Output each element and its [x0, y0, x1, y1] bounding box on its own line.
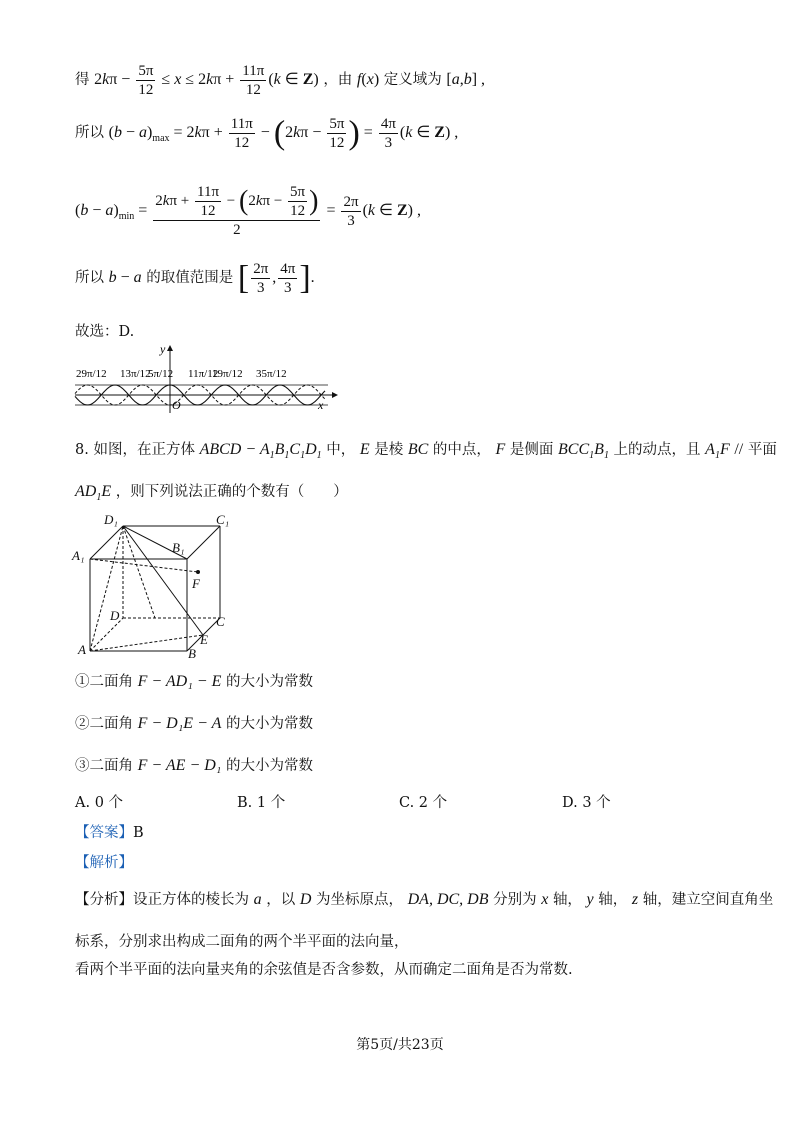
vertex-label: A [78, 642, 86, 657]
text: 如图，在正方体 [93, 442, 195, 458]
solution-line-3 [75, 183, 421, 239]
math-expression: $(b - a)_{max} = 2k\pi$ + $\frac{11\pi}{12}$ − (2kπ − $\frac{5\pi}{12}$ ) = $\frac{4\pi}{3}$ (k ∈ Z) , [108, 114, 459, 152]
text: 是侧面 [509, 442, 554, 458]
text: 所以 [75, 270, 104, 287]
y-axis-label: y [160, 343, 166, 356]
text: 的中点， [432, 442, 491, 458]
text: 上的动点，且 [613, 442, 701, 458]
math-face: $BCC_1B_1$ [558, 441, 609, 461]
option-c: C. 2 个 [399, 795, 448, 811]
option-b: B. 1 个 [237, 795, 286, 811]
math-plane: $AD_1E$ [75, 483, 112, 503]
x-axis-label: x [318, 398, 324, 412]
analysis-line-3: 看两个半平面的法向量夹角的余弦值是否含参数，从而确定二面角是否为常数. [75, 962, 573, 978]
text: ，由 [323, 72, 353, 89]
text: 所以 [75, 125, 104, 142]
solution-line-2 [75, 115, 458, 152]
solution-line-1 [75, 62, 485, 99]
option-d: D. 3 个 [562, 795, 611, 811]
answer-value: B [133, 825, 144, 841]
vertex-label: B [188, 646, 196, 660]
tick-label: 13π/12 [120, 368, 151, 380]
text: 定义域为 [383, 72, 442, 89]
text: 中， [326, 442, 356, 458]
math-E: E [359, 441, 370, 458]
option-a: A. 0 个 [75, 795, 124, 811]
math-ba: b − a [108, 269, 142, 287]
text: ，则下列说法正确的个数有（ ） [115, 484, 348, 500]
text: 得 [75, 72, 90, 89]
vertex-label: A₁ [72, 548, 85, 563]
vertex-label: D₁ [104, 512, 118, 527]
tick-label: 29π/12 [76, 368, 107, 380]
vertex-label: C₁ [216, 512, 230, 527]
tick-label: 19π/12 [212, 368, 243, 380]
vertex-label: B₁ [172, 540, 185, 555]
statement-1: ①二面角 F − AD₁ − E 的大小为常数 [75, 673, 313, 690]
math-expression: 2kπ − $\frac{5\pi}{12}$ ≤ x ≤ 2kπ + $\frac{11\pi}{12}$ (k ∈ Z) [94, 63, 319, 98]
question-8-line-2 [75, 482, 348, 508]
math-y: y [586, 891, 594, 908]
solution-line-4 [75, 260, 315, 297]
math-F: F [495, 441, 506, 458]
text: 的取值范围是 [146, 270, 234, 287]
page-number: 第5页/共23页 [356, 1037, 444, 1053]
math-A1F: $A_1F$ [705, 441, 730, 461]
question-number: 8. [75, 442, 89, 458]
math-x: x [541, 891, 549, 908]
question-8-line-1 [75, 440, 777, 466]
text: 平面 [747, 442, 777, 458]
math-range: [ $\frac{2\pi}{3}$ , $\frac{4\pi}{3}$ ]. [237, 259, 315, 297]
math-axes: DA, DC, DB [407, 891, 489, 908]
math-parallel: // [734, 441, 744, 458]
vertex-label: C [216, 614, 225, 629]
vertex-label: D [110, 608, 120, 623]
vertex-label: F [192, 576, 200, 591]
cube-figure [70, 510, 240, 660]
math-fx: f(x) [356, 71, 380, 89]
statement-2: ②二面角 F − D₁E − A 的大小为常数 [75, 715, 313, 732]
math-interval: [a,b] , [446, 71, 486, 89]
analysis-line-1: 【分析】设正方体的棱长为 a ，以 D 为坐标原点， DA, DC, DB 分别为 x 轴， y 轴， z 轴，建立空间直角坐 [75, 891, 774, 908]
statement-3: ③二面角 F − AE − D₁ 的大小为常数 [75, 757, 313, 774]
tick-label: 5π/12 [148, 368, 174, 380]
analysis-label: 【解析】 [75, 855, 133, 871]
tick-label: 35π/12 [256, 368, 287, 380]
answer-line [75, 823, 144, 843]
vertex-label: E [200, 632, 208, 647]
math-cube: ABCD − $A_1B_1C_1D_1$ [199, 441, 322, 461]
math-BC: BC [407, 441, 429, 458]
math-expression: $(b - a)_{min}$ = 2kπ + $\frac{11\pi}{12}$ − (2kπ − $\frac{5\pi}{12}$ ) 2 = $\frac{2\pi}{3}$ (k ∈ Z) , [75, 184, 421, 238]
analysis-line-2: 标系，分别求出构成二面角的两个半平面的法向量， [75, 934, 409, 950]
origin-label: O [172, 398, 181, 412]
math-D: D [299, 891, 312, 908]
answer-label: 【答案】 [75, 825, 133, 841]
math-z: z [631, 891, 639, 908]
text: 是棱 [374, 442, 404, 458]
sine-graph [70, 343, 340, 415]
math-a: a [253, 891, 262, 908]
tick-label: 11π/12 [188, 368, 219, 380]
solution-line-5: 故选：D. [75, 324, 135, 340]
